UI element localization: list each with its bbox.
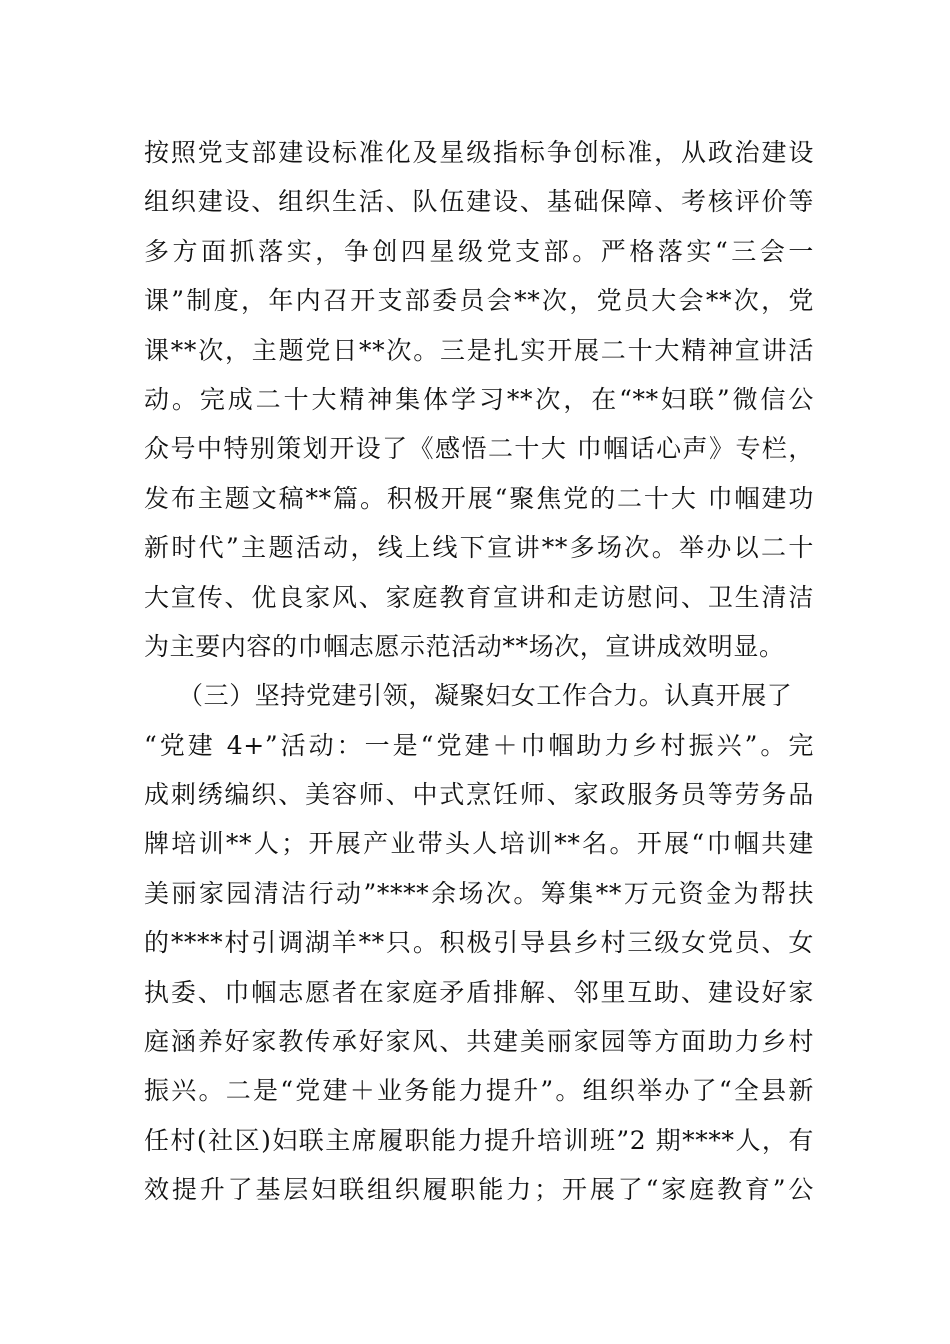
text-line-16: 美丽家园清洁行动”****余场次。筹集**万元资金为帮扶 [144,878,814,908]
text-line-3: 多方面抓落实，争创四星级党支部。严格落实“三会一 [144,236,814,266]
text-line-18: 执委、巾帼志愿者在家庭矛盾排解、邻里互助、建设好家 [144,977,814,1007]
text-line-21: 任村(社区)妇联主席履职能力提升培训班”2 期****人，有 [144,1125,814,1155]
text-line-6: 动。完成二十大精神集体学习**次，在“**妇联”微信公 [144,384,814,414]
text-line-2: 组织建设、组织生活、队伍建设、基础保障、考核评价等 [144,187,814,217]
text-line-7: 众号中特别策划开设了《感悟二十大 巾帼话心声》专栏， [144,434,814,464]
text-line-1: 按照党支部建设标准化及星级指标争创标准，从政治建设 [144,138,814,167]
text-line-22: 效提升了基层妇联组织履职能力；开展了“家庭教育”公 [144,1175,814,1205]
section-heading-line: （三）坚持党建引领，凝聚妇女工作合力。认真开展了 [178,681,793,711]
text-line-5: 课**次，主题党日**次。三是扎实开展二十大精神宣讲活 [144,335,814,365]
text-line-8: 发布主题文稿**篇。积极开展“聚焦党的二十大 巾帼建功 [144,483,814,513]
text-line-17: 的****村引调湖羊**只。积极引导县乡村三级女党员、女 [144,928,814,958]
document-body [144,128,814,1215]
text-line-19: 庭涵养好家教传承好家风、共建美丽家园等方面助力乡村 [144,1027,814,1057]
text-line-15: 牌培训**人；开展产业带头人培训**名。开展“巾帼共建 [144,829,814,859]
text-line-13: “党建 4+”活动：一是“党建＋巾帼助力乡村振兴”。完 [144,730,814,760]
text-line-14: 成刺绣编织、美容师、中式烹饪师、家政服务员等劳务品 [144,780,814,810]
text-line-9: 新时代”主题活动，线上线下宣讲**多场次。举办以二十 [144,533,814,563]
text-line-11: 为主要内容的巾帼志愿示范活动**场次，宣讲成效明显。 [144,631,785,661]
text-line-20: 振兴。二是“党建＋业务能力提升”。组织举办了“全县新 [144,1076,814,1106]
text-line-4: 课”制度，年内召开支部委员会**次，党员大会**次，党 [144,286,814,316]
text-line-10: 大宣传、优良家风、家庭教育宣讲和走访慰问、卫生清洁 [144,582,814,612]
